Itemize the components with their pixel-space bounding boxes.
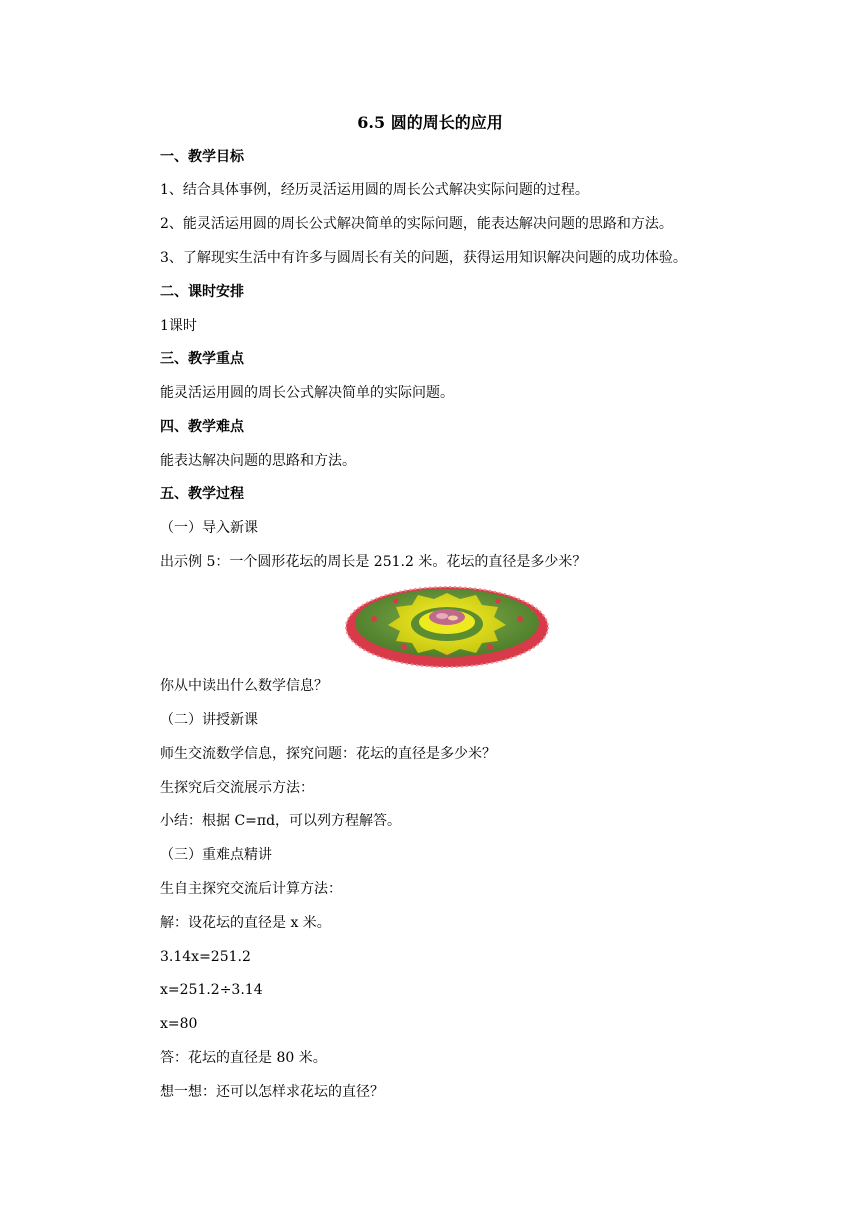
section-heading-schedule: 二、课时安排 <box>160 284 244 300</box>
method-text: 生自主探究交流后计算方法： <box>160 881 342 897</box>
subsection-key-explanation: （三）重难点精讲 <box>160 847 272 863</box>
section-heading-process: 五、教学过程 <box>160 486 244 502</box>
summary-text: 小结：根据 C=πd，可以列方程解答。 <box>160 813 402 829</box>
answer-text: 答：花坛的直径是 80 米。 <box>160 1050 327 1066</box>
flower-bed-illustration <box>344 581 550 669</box>
subsection-intro: （一）导入新课 <box>160 520 258 536</box>
think-text: 想一想：还可以怎样求花坛的直径？ <box>160 1084 384 1100</box>
example-5-text: 出示例 5：一个圆形花坛的周长是 251.2 米。花坛的直径是多少米？ <box>160 554 587 570</box>
key-points-text: 能灵活运用圆的周长公式解决简单的实际问题。 <box>160 385 454 401</box>
section-heading-difficulties: 四、教学难点 <box>160 419 244 435</box>
section-heading-key-points: 三、教学重点 <box>160 351 244 367</box>
subsection-teaching: （二）讲授新课 <box>160 712 258 728</box>
solution-setup: 解：设花坛的直径是 x 米。 <box>160 915 331 931</box>
exchange-text: 师生交流数学信息，探究问题：花坛的直径是多少米？ <box>160 746 496 762</box>
equation-1: 3.14x=251.2 <box>160 949 251 965</box>
schedule-text: 1课时 <box>160 318 197 334</box>
equation-3: x=80 <box>160 1016 198 1032</box>
question-text: 你从中读出什么数学信息？ <box>160 678 328 694</box>
document-title: 6.5 圆的周长的应用 <box>357 113 503 132</box>
objective-2: 2、能灵活运用圆的周长公式解决简单的实际问题，能表达解决问题的思路和方法。 <box>160 216 673 232</box>
explore-text: 生探究后交流展示方法： <box>160 780 314 796</box>
equation-2: x=251.2÷3.14 <box>160 982 263 998</box>
section-heading-objectives: 一、教学目标 <box>160 149 244 165</box>
objective-1: 1、结合具体事例，经历灵活运用圆的周长公式解决实际问题的过程。 <box>160 182 589 198</box>
objective-3: 3、了解现实生活中有许多与圆周长有关的问题，获得运用知识解决问题的成功体验。 <box>160 250 687 266</box>
difficulties-text: 能表达解决问题的思路和方法。 <box>160 453 356 469</box>
